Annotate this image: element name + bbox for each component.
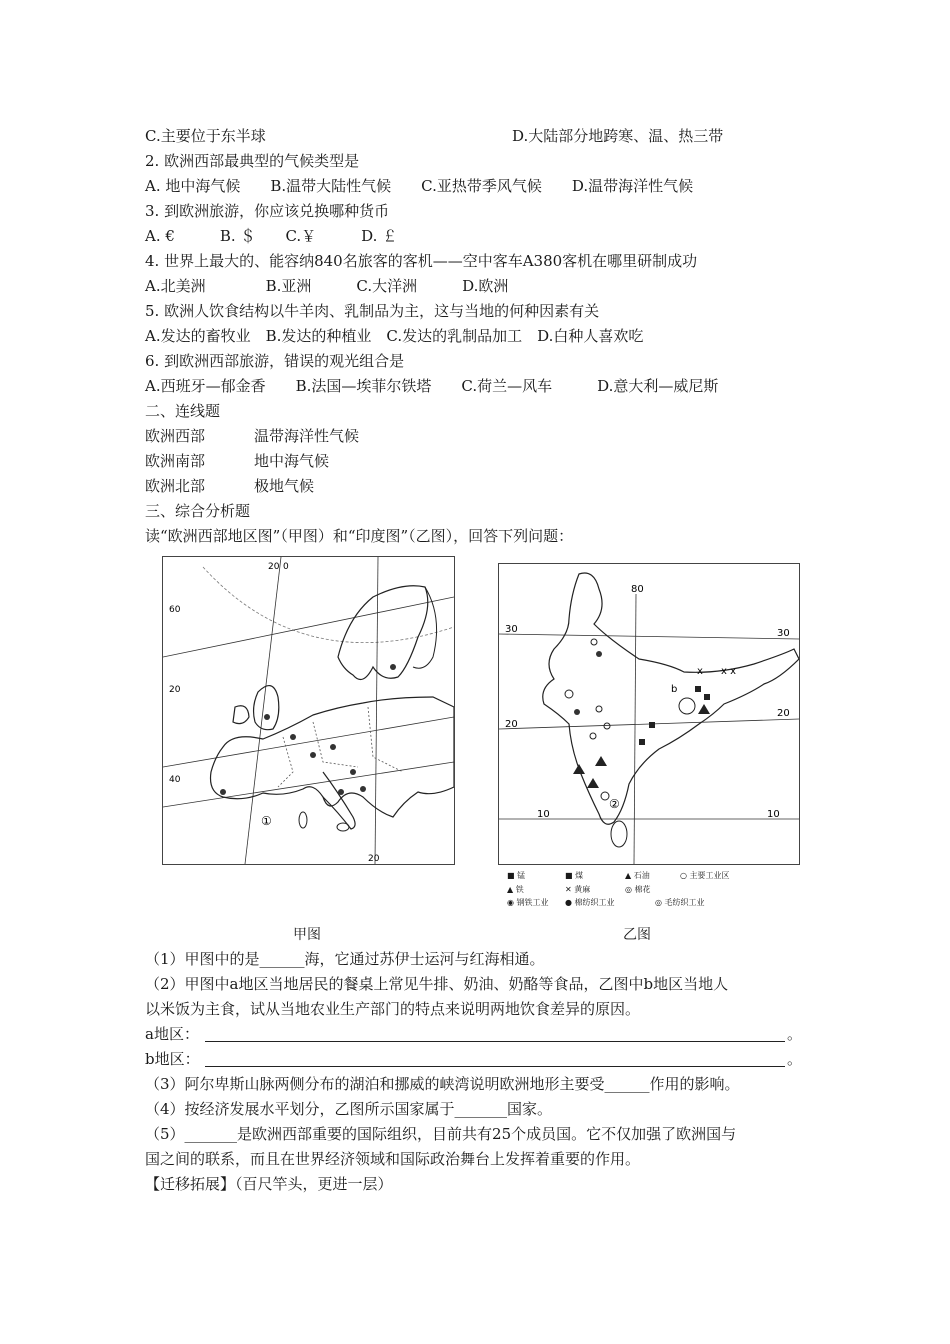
section3-title: 三、综合分析题 <box>145 502 251 520</box>
legend-iron: ▲ 铁 <box>507 885 524 894</box>
europe-map-drawing <box>163 557 454 864</box>
b-region-answer-blank[interactable] <box>205 1052 785 1067</box>
a-region-answer-blank[interactable] <box>205 1027 785 1042</box>
q4-stem: 4. 世界上最大的、能容纳840名旅客的客机——空中客车A380客机在哪里研制成功 <box>145 252 698 270</box>
europe-lat-60: 60 <box>169 605 181 615</box>
a-region-label: a地区： <box>145 1025 199 1043</box>
europe-map <box>162 556 455 865</box>
match-left-1: 欧洲西部 <box>145 427 206 445</box>
analysis-q2-line2: 以米饭为主食，试从当地农业生产部门的特点来说明两地饮食差异的原因。 <box>145 1000 641 1018</box>
india-lon-80: 80 <box>631 584 644 595</box>
europe-lat-20w: 20 <box>169 685 181 695</box>
analysis-q1: （1）甲图中的是______海，它通过苏伊士运河与红海相通。 <box>145 950 545 968</box>
q5-stem: 5. 欧洲人饮食结构以牛羊肉、乳制品为主，这与当地的何种因素有关 <box>145 302 600 320</box>
legend-cotton-textile: ● 棉纺织工业 <box>565 898 615 907</box>
match-right-1: 温带海洋性气候 <box>254 427 360 445</box>
europe-lat-40: 40 <box>169 775 181 785</box>
analysis-q2-line1: （2）甲图中a地区当地居民的餐桌上常见牛排、奶油、奶酪等食品，乙图中b地区当地人 <box>145 975 729 993</box>
legend-cotton: ◎ 棉花 <box>625 885 651 894</box>
b-region-end: 。 <box>787 1050 803 1068</box>
india-lat-20a: 20 <box>505 719 518 730</box>
europe-lon-0: 0 <box>283 562 289 572</box>
q1-option-c: C.主要位于东半球 <box>145 127 266 145</box>
india-lat-10b: 10 <box>767 809 780 820</box>
legend-manganese: ■ 锰 <box>507 871 526 880</box>
europe-lon-20b: 20 <box>368 854 380 864</box>
q2-options: A. 地中海气候 B.温带大陆性气候 C.亚热带季风气候 D.温带海洋性气候 <box>145 177 694 195</box>
q3-stem: 3. 到欧洲旅游，你应该兑换哪种货币 <box>145 202 390 220</box>
q1-option-d: D.大陆部分地跨寒、温、热三带 <box>512 127 724 145</box>
marker-1: ① <box>261 814 272 828</box>
section3-intro: 读“欧洲西部地区图”（甲图）和“印度图”（乙图），回答下列问题： <box>145 527 574 545</box>
svg-text:x x: x x <box>721 666 737 677</box>
india-lat-30a: 30 <box>505 624 518 635</box>
match-left-3: 欧洲北部 <box>145 477 206 495</box>
india-lat-20b: 20 <box>777 708 790 719</box>
india-map-drawing <box>499 564 799 864</box>
q6-stem: 6. 到欧洲西部旅游，错误的观光组合是 <box>145 352 405 370</box>
match-left-2: 欧洲南部 <box>145 452 206 470</box>
legend-jute: ✕ 黄麻 <box>565 885 591 894</box>
legend-wool-textile: ◎ 毛纺织工业 <box>655 898 705 907</box>
india-map-caption: 乙图 <box>623 927 651 943</box>
legend-industrial-zone: ○ 主要工业区 <box>680 871 730 880</box>
analysis-q3: （3）阿尔卑斯山脉两侧分布的湖泊和挪威的峡湾说明欧洲地形主要受______作用的影响。 <box>145 1075 740 1093</box>
svg-text:x: x <box>697 666 703 677</box>
legend-steel: ◉ 钢铁工业 <box>507 898 549 907</box>
match-right-2: 地中海气候 <box>254 452 330 470</box>
europe-lon-20a: 20 <box>268 562 280 572</box>
analysis-q5-line2: 国之间的联系，而且在世界经济领域和国际政治舞台上发挥着重要的作用。 <box>145 1150 641 1168</box>
extension-heading: 【迁移拓展】（百尺竿头，更进一层） <box>145 1175 393 1193</box>
india-lat-30b: 30 <box>777 628 790 639</box>
q5-options: A.发达的畜牧业 B.发达的种植业 C.发达的乳制品加工 D.白种人喜欢吃 <box>145 327 644 345</box>
india-label-b: b <box>671 684 678 695</box>
europe-map-caption: 甲图 <box>293 927 321 943</box>
legend-coal: ■ 煤 <box>565 871 584 880</box>
match-right-3: 极地气候 <box>254 477 315 495</box>
b-region-label: b地区： <box>145 1050 200 1068</box>
analysis-q5-line1: （5）_______是欧洲西部重要的国际组织，目前共有25个成员国。它不仅加强了欧洲国与 <box>145 1125 737 1143</box>
india-lat-10a: 10 <box>537 809 550 820</box>
section2-title: 二、连线题 <box>145 402 221 420</box>
legend-oil: ▲ 石油 <box>625 871 650 880</box>
q3-options: A. € B. ＄ C.￥ D. ￡ <box>145 227 398 245</box>
analysis-q4: （4）按经济发展水平划分，乙图所示国家属于_______国家。 <box>145 1100 553 1118</box>
a-region-end: 。 <box>787 1025 803 1043</box>
marker-2: ② <box>609 797 620 811</box>
q2-stem: 2. 欧洲西部最典型的气候类型是 <box>145 152 360 170</box>
india-map <box>498 563 800 865</box>
q4-options: A.北美洲 B.亚洲 C.大洋洲 D.欧洲 <box>145 277 509 295</box>
q6-options: A.西班牙—郁金香 B.法国—埃菲尔铁塔 C.荷兰—风车 D.意大利—威尼斯 <box>145 377 719 395</box>
